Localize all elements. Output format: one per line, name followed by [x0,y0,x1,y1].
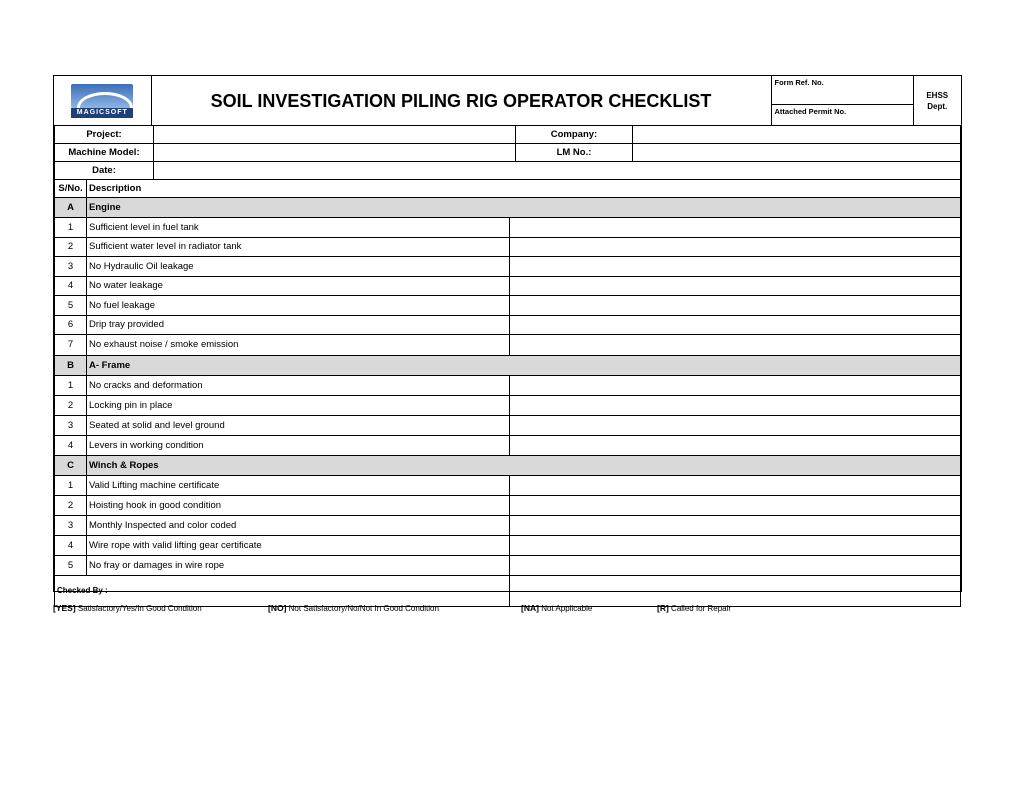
logo-cell [54,76,151,126]
table-row [55,276,961,296]
checked-by-field[interactable] [510,575,961,606]
table-row [55,515,961,535]
legend-key: [NA] [521,603,539,613]
item-description: Sufficient level in fuel tank [87,218,510,238]
section-title: A- Frame [87,355,961,375]
lm-no-field[interactable] [633,144,961,162]
item-description: No fray or damages in wire rope [87,555,510,575]
item-description: Seated at solid and level ground [87,415,510,435]
item-description: Wire rope with valid lifting gear certificate [87,535,510,555]
table-row [55,395,961,415]
item-status-field[interactable] [510,415,961,435]
legend-text: Called for Repair [671,604,732,613]
item-status-field[interactable] [510,218,961,238]
item-number: 5 [55,555,87,575]
logo-arc-icon [71,84,133,108]
logo-brand-text: MAGICSOFT [71,108,133,118]
section-title: Engine [87,198,961,218]
table-row [55,257,961,277]
table-row [55,218,961,238]
item-description: No cracks and deformation [87,375,510,395]
item-status-field[interactable] [510,535,961,555]
item-status-field[interactable] [510,375,961,395]
form-header [54,76,961,126]
table-row [55,535,961,555]
item-number: 3 [55,415,87,435]
table-row [55,435,961,455]
item-description: Monthly Inspected and color coded [87,515,510,535]
item-number: 1 [55,218,87,238]
item-number: 3 [55,515,87,535]
item-description: No fuel leakage [87,296,510,316]
project-label: Project: [55,126,154,144]
page-title: SOIL INVESTIGATION PILING RIG OPERATOR CHECKLIST [151,76,771,126]
item-description: Locking pin in place [87,395,510,415]
company-field[interactable] [633,126,961,144]
item-description: No exhaust noise / smoke emission [87,335,510,356]
item-number: 4 [55,535,87,555]
lm-no-label: LM No.: [516,144,633,162]
table-row [55,296,961,316]
legend-text: Not Satisfactory/No/Not In Good Condition [288,604,439,613]
table-row [55,495,961,515]
date-label: Date: [55,162,154,180]
item-description: Levers in working condition [87,435,510,455]
item-status-field[interactable] [510,435,961,455]
project-field[interactable] [154,126,516,144]
section-header [55,355,961,375]
item-number: 3 [55,257,87,277]
legend-no [268,603,439,613]
checklist-form [53,75,962,595]
table-row [55,237,961,257]
table-row [55,315,961,335]
sno-header: S/No. [55,180,87,198]
item-status-field[interactable] [510,515,961,535]
item-description: Hoisting hook in good condition [87,495,510,515]
item-description: Valid Lifting machine certificate [87,475,510,495]
table-row [55,375,961,395]
checked-by-table [54,575,961,607]
section-header [55,455,961,475]
item-number: 5 [55,296,87,316]
item-number: 2 [55,237,87,257]
description-header: Description [87,180,961,198]
info-table [54,125,961,180]
section-code: A [55,198,87,218]
dept-cell [913,76,961,126]
item-status-field[interactable] [510,395,961,415]
item-description: Drip tray provided [87,315,510,335]
item-number: 2 [55,495,87,515]
item-number: 1 [55,475,87,495]
section-code: C [55,455,87,475]
table-row [55,335,961,356]
item-status-field[interactable] [510,296,961,316]
item-number: 2 [55,395,87,415]
item-status-field[interactable] [510,315,961,335]
item-status-field[interactable] [510,276,961,296]
ref-cell [771,76,913,126]
item-number: 4 [55,276,87,296]
item-number: 7 [55,335,87,356]
checklist-table [54,179,961,576]
section-header [55,198,961,218]
item-number: 6 [55,315,87,335]
machine-model-field[interactable] [154,144,516,162]
legend-yes [53,603,202,613]
legend-na [521,603,592,613]
item-status-field[interactable] [510,237,961,257]
section-title: Winch & Ropes [87,455,961,475]
section-code: B [55,355,87,375]
date-field[interactable] [154,162,961,180]
item-status-field[interactable] [510,475,961,495]
item-status-field[interactable] [510,335,961,356]
table-row [55,415,961,435]
item-description: Sufficient water level in radiator tank [87,237,510,257]
legend-key: [YES] [53,603,76,613]
company-logo [71,84,133,118]
checked-by-label: Checked By : [55,575,510,606]
table-row [55,475,961,495]
legend-key: [R] [657,603,669,613]
legend-text: Not Applicable [541,604,593,613]
item-description: No water leakage [87,276,510,296]
dept-label-ehss: EHSS [926,91,949,100]
item-number: 1 [55,375,87,395]
dept-label-dept: Dept. [927,102,948,111]
item-number: 4 [55,435,87,455]
item-status-field[interactable] [510,257,961,277]
item-description: No Hydraulic Oil leakage [87,257,510,277]
form-ref-label: Form Ref. No. [772,76,913,105]
legend-repair [657,603,731,613]
item-status-field[interactable] [510,555,961,575]
table-row [55,555,961,575]
item-status-field[interactable] [510,495,961,515]
company-label: Company: [516,126,633,144]
legend-text: Satisfactory/Yes/In Good Condition [77,604,202,613]
attached-permit-label: Attached Permit No. [774,107,847,116]
machine-model-label: Machine Model: [55,144,154,162]
legend-key: [NO] [268,603,287,613]
